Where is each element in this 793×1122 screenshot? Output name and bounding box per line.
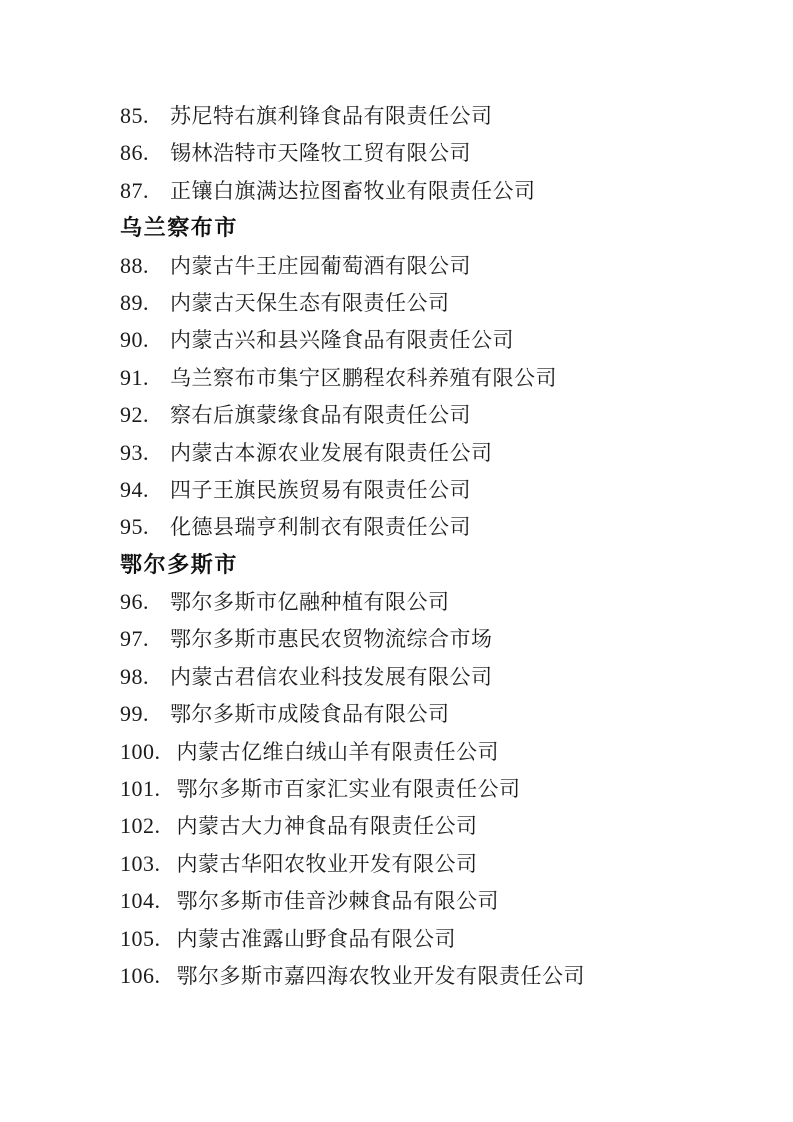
list-item-number: 100. — [120, 738, 161, 764]
list-item-number: 95. — [120, 514, 149, 540]
company-name: 乌兰察布市集宁区鹏程农科养殖有限公司 — [170, 365, 557, 390]
list-item — [120, 620, 753, 657]
list-item — [120, 920, 753, 957]
company-name: 鄂尔多斯市嘉四海农牧业开发有限责任公司 — [176, 963, 585, 988]
list-item — [120, 284, 753, 321]
list-item-number: 90. — [120, 327, 149, 353]
list-item-number: 86. — [120, 140, 149, 166]
list-item-number: 97. — [120, 626, 149, 652]
list-item-number: 91. — [120, 364, 149, 390]
list-item — [120, 658, 753, 695]
list-item-number: 105. — [120, 925, 161, 951]
city-section-heading: 鄂尔多斯市 — [120, 551, 239, 577]
list-item-number: 88. — [120, 252, 149, 278]
list-item — [120, 957, 753, 994]
list-item — [120, 882, 753, 919]
list-item — [120, 508, 753, 545]
company-name: 内蒙古天保生态有限责任公司 — [170, 290, 450, 315]
list-item-number: 99. — [120, 701, 149, 727]
company-name: 鄂尔多斯市佳音沙棘食品有限公司 — [176, 889, 499, 914]
list-item — [120, 359, 753, 396]
list-item — [120, 321, 753, 358]
company-name: 内蒙古准露山野食品有限公司 — [176, 926, 456, 951]
list-item — [120, 807, 753, 844]
list-item — [120, 247, 753, 284]
list-item-number: 98. — [120, 663, 149, 689]
company-name: 内蒙古兴和县兴隆食品有限责任公司 — [170, 328, 514, 353]
list-item — [120, 770, 753, 807]
company-name: 鄂尔多斯市成陵食品有限公司 — [170, 702, 450, 727]
list-item — [120, 134, 753, 171]
list-item — [120, 845, 753, 882]
list-item-number: 92. — [120, 402, 149, 428]
list-item — [120, 396, 753, 433]
list-item-number: 106. — [120, 962, 161, 988]
company-name: 四子王旗民族贸易有限责任公司 — [170, 477, 471, 502]
list-item-number: 87. — [120, 177, 149, 203]
list-item — [120, 733, 753, 770]
company-name: 苏尼特右旗利锋食品有限责任公司 — [170, 104, 493, 128]
list-item — [120, 172, 753, 209]
list-item — [120, 583, 753, 620]
company-name: 化德县瑞亨利制衣有限责任公司 — [170, 515, 471, 540]
list-item-number: 89. — [120, 289, 149, 315]
list-item-number: 102. — [120, 813, 161, 839]
company-name: 内蒙古华阳农牧业开发有限公司 — [176, 851, 478, 876]
company-name: 内蒙古大力神食品有限责任公司 — [176, 814, 478, 839]
company-name: 内蒙古本源农业发展有限责任公司 — [170, 440, 493, 465]
list-item-number: 85. — [120, 103, 149, 128]
company-name: 察右后旗蒙缘食品有限责任公司 — [170, 403, 471, 428]
company-list — [120, 97, 753, 994]
list-item — [120, 471, 753, 508]
list-item-number: 93. — [120, 439, 149, 465]
company-name: 内蒙古亿维白绒山羊有限责任公司 — [176, 739, 499, 764]
list-item — [120, 434, 753, 471]
list-item — [120, 695, 753, 732]
company-name: 鄂尔多斯市百家汇实业有限责任公司 — [176, 777, 521, 802]
company-name: 正镶白旗满达拉图畜牧业有限责任公司 — [170, 178, 536, 203]
list-item-number: 103. — [120, 850, 161, 876]
company-name: 内蒙古牛王庄园葡萄酒有限公司 — [170, 253, 471, 278]
company-name: 鄂尔多斯市惠民农贸物流综合市场 — [170, 627, 493, 652]
list-item-number: 96. — [120, 589, 149, 615]
list-item-number: 104. — [120, 888, 161, 914]
city-section-heading: 乌兰察布市 — [120, 215, 239, 241]
company-name: 鄂尔多斯市亿融种植有限公司 — [170, 590, 450, 615]
company-name: 内蒙古君信农业科技发展有限公司 — [170, 664, 493, 689]
company-name: 锡林浩特市天隆牧工贸有限公司 — [170, 141, 471, 166]
list-item-number: 94. — [120, 476, 149, 502]
list-item-number: 101. — [120, 776, 161, 802]
list-item — [120, 97, 753, 134]
